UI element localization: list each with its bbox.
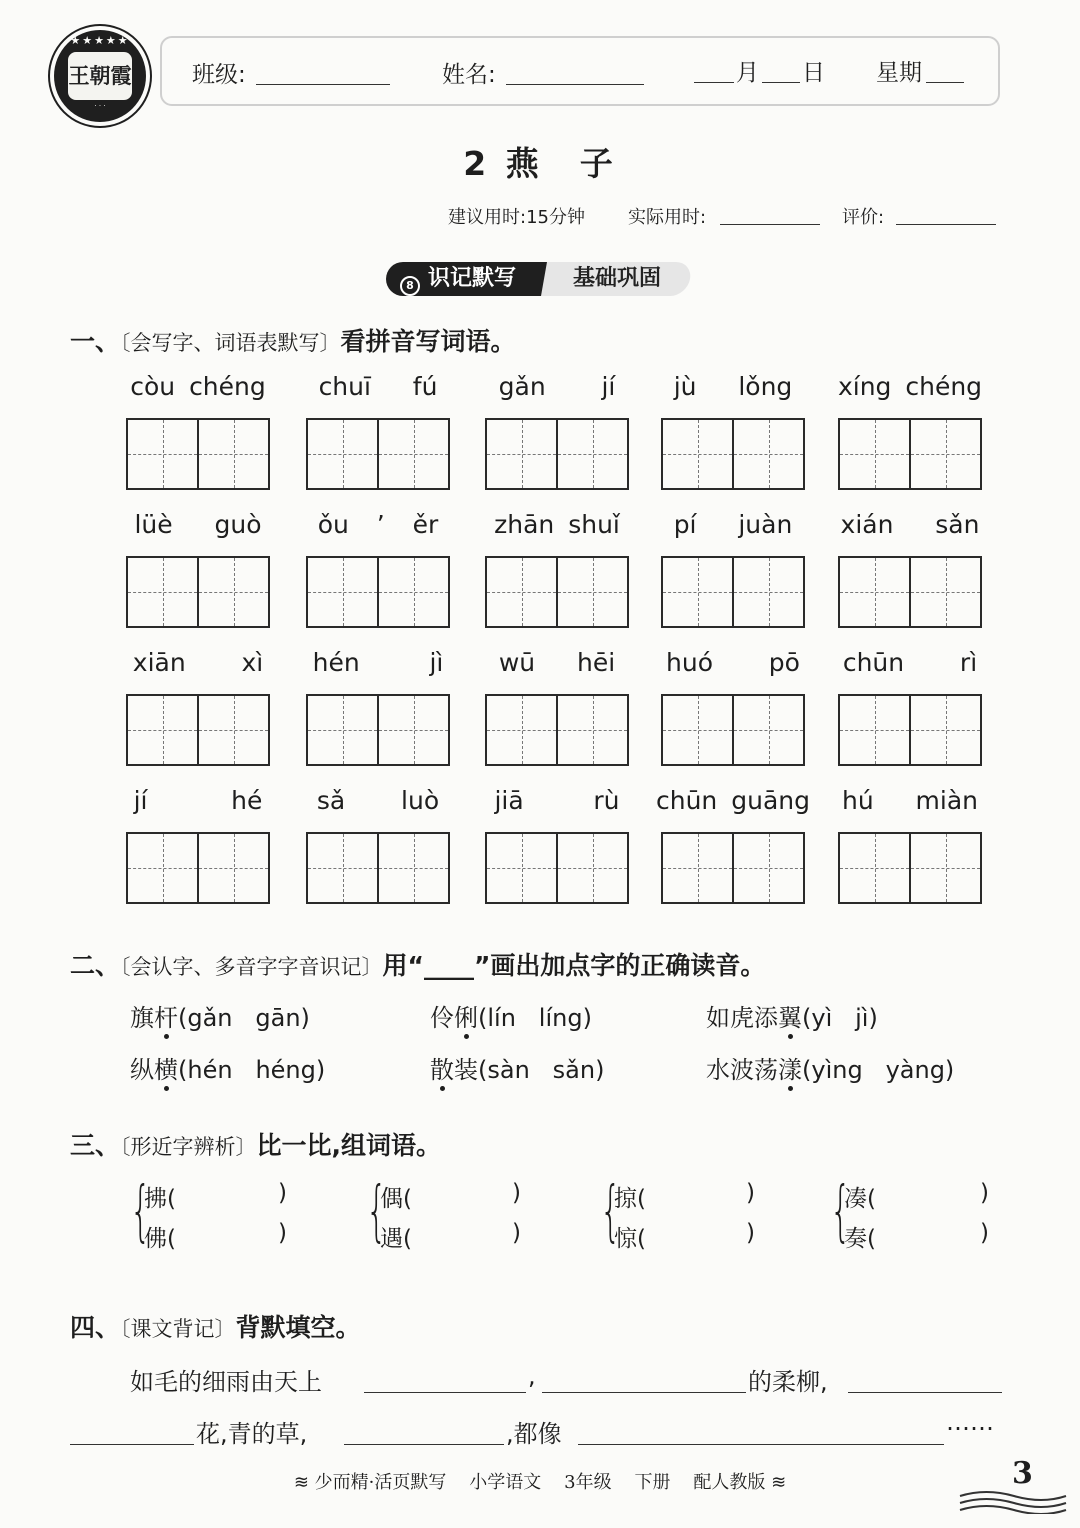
banner-right-text: 基础巩固 — [572, 266, 661, 291]
section-3-number: 三、 — [70, 1131, 121, 1160]
writing-grid-box[interactable] — [838, 556, 982, 628]
writing-grid-box[interactable] — [126, 694, 270, 766]
rating-label: 评价: — [842, 207, 885, 228]
fill-blank-6[interactable] — [578, 1418, 944, 1445]
section-3-title: 比一比,组词语。 — [256, 1131, 442, 1160]
wave-decoration — [958, 1490, 1068, 1514]
day-field[interactable] — [762, 60, 800, 83]
fill-blank-3[interactable] — [848, 1366, 1002, 1393]
fill-blank-2[interactable] — [542, 1366, 746, 1393]
recite-text-1: 如毛的细雨由天上 — [130, 1368, 322, 1396]
pinyin-label: jí hé — [133, 786, 263, 815]
writing-grid-box[interactable] — [485, 418, 629, 490]
writing-grid-box[interactable] — [661, 418, 805, 490]
writing-grid-box[interactable] — [838, 694, 982, 766]
pinyin-label: xián sǎn — [840, 510, 980, 539]
section-2-number: 二、 — [70, 951, 121, 980]
rating-field[interactable] — [896, 204, 996, 225]
writing-grid-box[interactable] — [306, 832, 450, 904]
pinyin-label: chuī fú — [318, 372, 438, 401]
medal-icon: 8 — [400, 276, 420, 296]
writing-grid-box[interactable] — [485, 556, 629, 628]
pinyin-label: chūn guāng — [656, 786, 810, 815]
recite-text-4: ,都像 — [506, 1420, 562, 1448]
compare-word-b: 惊( — [614, 1226, 646, 1252]
class-label: 班级: — [192, 62, 246, 88]
compare-word-a: 偶( — [380, 1186, 412, 1212]
answer-blank[interactable]: ) — [278, 1180, 287, 1206]
pinyin-label: zhān shuǐ — [494, 510, 620, 539]
section-3-tag: 〔形近字辨析〕 — [120, 1135, 257, 1159]
answer-blank[interactable]: ) — [746, 1220, 755, 1246]
writing-grid-box[interactable] — [838, 832, 982, 904]
pinyin-label: lüè guò — [134, 510, 262, 539]
writing-grid-box[interactable] — [306, 694, 450, 766]
pinyin-label: jù lǒng — [673, 372, 793, 401]
compare-word-b: 遇( — [380, 1226, 412, 1252]
section-2-heading — [70, 946, 765, 982]
recite-text-2: 的柔柳, — [748, 1368, 828, 1396]
name-field[interactable] — [506, 62, 644, 85]
writing-grid-box[interactable] — [485, 832, 629, 904]
section-2-title: 用“____”画出加点字的正确读音。 — [382, 951, 766, 980]
answer-blank[interactable]: ) — [746, 1180, 755, 1206]
banner-dark — [386, 262, 552, 296]
compare-group: { 凑( 奏( ) ) — [830, 1172, 989, 1252]
weekday-field[interactable] — [926, 60, 964, 83]
logo-ring: · · · — [94, 102, 106, 110]
ellipsis: …… — [946, 1408, 994, 1436]
answer-blank[interactable]: ) — [980, 1220, 989, 1246]
reading-item[interactable]: 如虎添翼(yì jì) — [706, 1004, 878, 1032]
reading-item[interactable]: 旗杆(gǎn gān) — [130, 1004, 310, 1032]
writing-grid-box[interactable] — [126, 418, 270, 490]
pinyin-label: ǒu ’ ěr — [317, 510, 439, 539]
writing-grid-box[interactable] — [126, 832, 270, 904]
section-3-heading — [70, 1126, 441, 1162]
actual-time-label: 实际用时: — [628, 207, 707, 228]
pinyin-label: jiā rù — [494, 786, 620, 815]
day-label: 日 — [802, 60, 825, 86]
reading-item[interactable]: 纵横(hén héng) — [130, 1056, 326, 1084]
fill-blank-4[interactable] — [70, 1418, 194, 1445]
pinyin-label: sǎ luò — [316, 786, 440, 815]
banner-light — [541, 262, 693, 296]
writing-grid-box[interactable] — [485, 694, 629, 766]
recite-text-3: 花,青的草, — [196, 1420, 308, 1448]
section-1-title: 看拼音写词语。 — [340, 327, 516, 356]
answer-blank[interactable]: ) — [980, 1180, 989, 1206]
class-field[interactable] — [256, 62, 390, 85]
reading-item[interactable]: 伶俐(lín líng) — [430, 1004, 592, 1032]
pinyin-label: pí juàn — [673, 510, 793, 539]
compare-group: { 偶( 遇( ) ) — [366, 1172, 521, 1252]
compare-word-a: 掠( — [614, 1186, 646, 1212]
section-1-number: 一、 — [70, 327, 121, 356]
pinyin-label: xíng chéng — [837, 372, 983, 401]
compare-word-a: 拂( — [144, 1186, 176, 1212]
page-number: 3 — [1012, 1456, 1033, 1491]
section-4-number: 四、 — [70, 1313, 121, 1342]
section-1-heading — [70, 322, 516, 358]
footer-info: ≋ 少而精·活页默写 小学语文 3年级 下册 配人教版 ≋ — [293, 1472, 787, 1493]
pinyin-label: chūn rì — [842, 648, 978, 677]
compare-word-a: 凑( — [844, 1186, 876, 1212]
brand-logo — [54, 30, 146, 122]
writing-grid-box[interactable] — [306, 418, 450, 490]
answer-blank[interactable]: ) — [278, 1220, 287, 1246]
writing-grid-box[interactable] — [838, 418, 982, 490]
logo-stars: ★★★★★ — [70, 34, 130, 47]
pinyin-label: hú miàn — [842, 786, 978, 815]
weekday-label: 星期 — [876, 60, 922, 86]
actual-time-field[interactable] — [720, 204, 820, 225]
section-4-tag: 〔课文背记〕 — [120, 1317, 236, 1341]
answer-blank[interactable]: ) — [512, 1220, 521, 1246]
writing-grid-box[interactable] — [661, 556, 805, 628]
month-field[interactable] — [694, 60, 734, 83]
section-banner — [386, 262, 690, 296]
fill-blank-1[interactable] — [364, 1366, 526, 1393]
section-4-heading — [70, 1308, 361, 1344]
writing-grid-box[interactable] — [306, 556, 450, 628]
writing-grid-box[interactable] — [126, 556, 270, 628]
writing-grid-box[interactable] — [661, 832, 805, 904]
reading-item[interactable]: 水波荡漾(yìng yàng) — [706, 1056, 955, 1084]
comma: , — [528, 1362, 536, 1390]
name-label: 姓名: — [442, 62, 496, 88]
compare-word-b: 佛( — [144, 1226, 176, 1252]
lesson-title: 2 燕 子 — [463, 144, 617, 183]
reading-item[interactable]: 散装(sàn sǎn) — [430, 1056, 605, 1084]
section-4-title: 背默填空。 — [235, 1313, 361, 1342]
answer-blank[interactable]: ) — [512, 1180, 521, 1206]
logo-text: 王朝霞 — [68, 52, 132, 100]
section-2-tag: 〔会认字、多音字字音识记〕 — [120, 955, 383, 979]
suggested-time: 建议用时:15分钟 — [448, 207, 585, 228]
banner-left-text: 识记默写 — [428, 266, 517, 291]
pinyin-label: wū hēi — [498, 648, 616, 677]
pinyin-label: xiān xì — [132, 648, 264, 677]
month-label: 月 — [736, 60, 759, 86]
pinyin-label: còu chéng — [130, 372, 266, 401]
fill-blank-5[interactable] — [344, 1418, 504, 1445]
writing-grid-box[interactable] — [661, 694, 805, 766]
pinyin-label: gǎn jí — [498, 372, 616, 401]
compare-word-b: 奏( — [844, 1226, 876, 1252]
compare-group: { 拂( 佛( ) ) — [130, 1172, 287, 1252]
section-1-tag: 〔会写字、词语表默写〕 — [120, 331, 341, 355]
compare-group: { 掠( 惊( ) ) — [600, 1172, 755, 1252]
pinyin-label: huó pō — [666, 648, 800, 677]
pinyin-label: hén jì — [312, 648, 444, 677]
